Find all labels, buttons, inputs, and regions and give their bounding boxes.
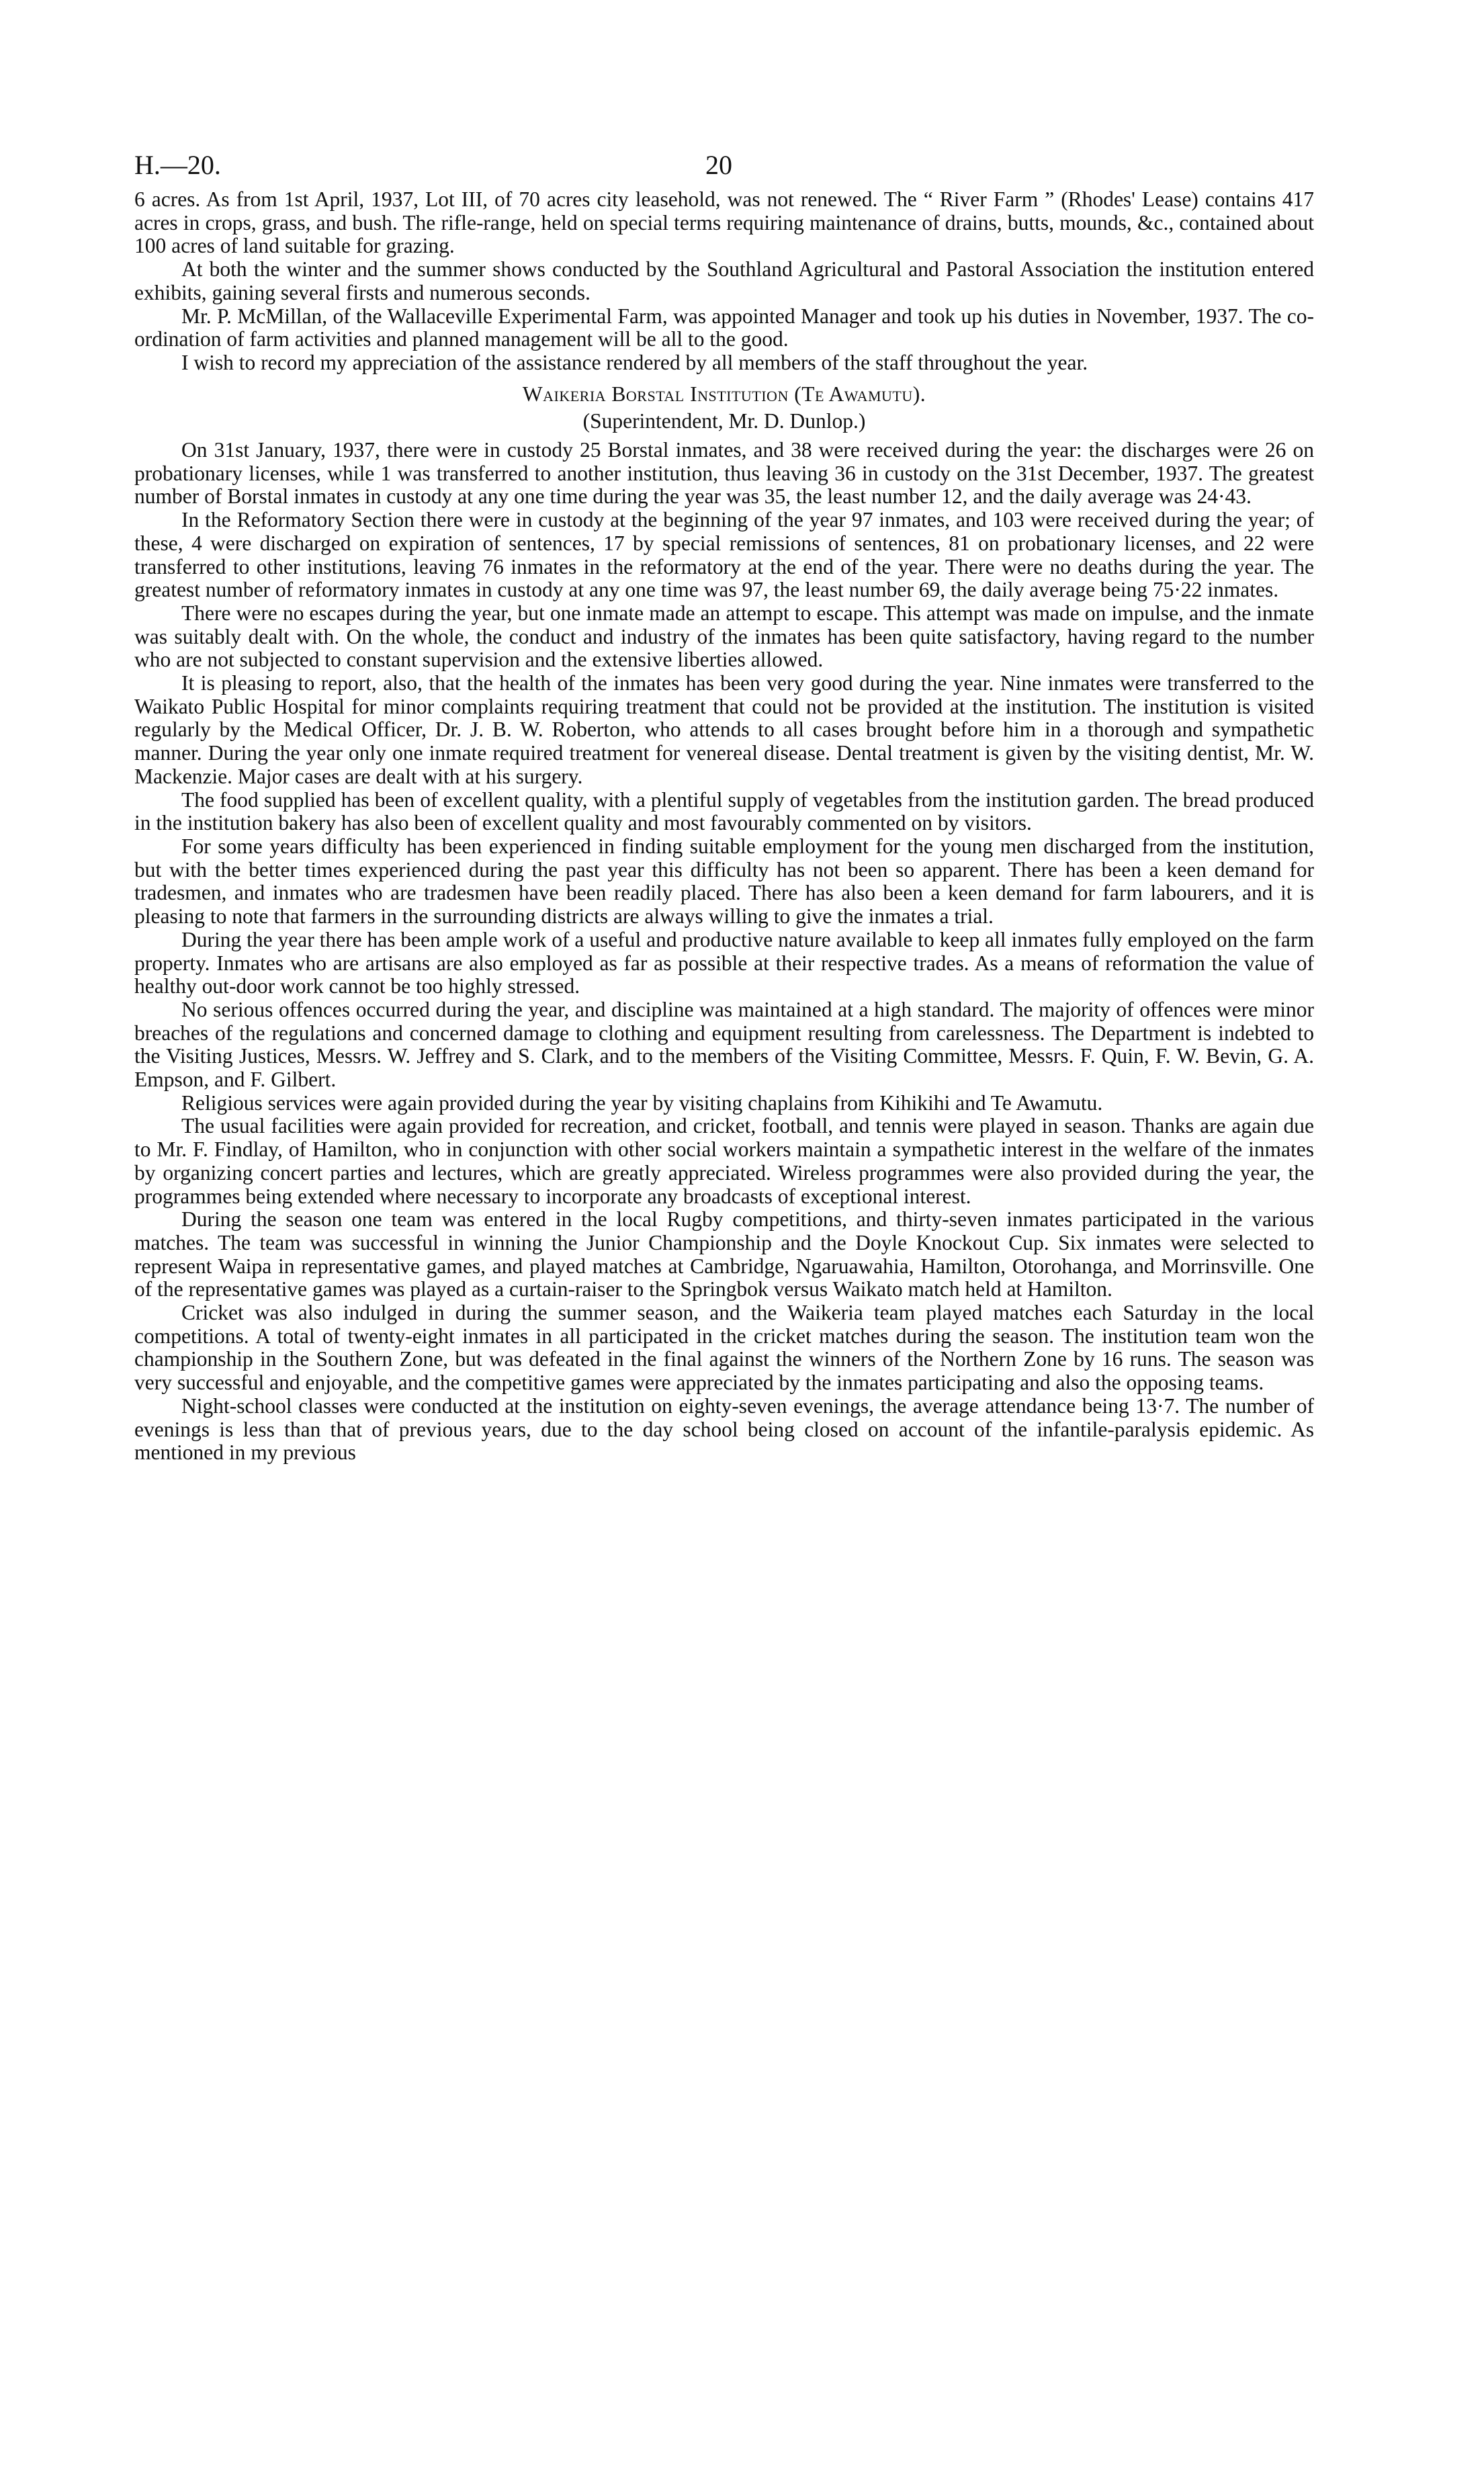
page-number: 20 (705, 150, 732, 180)
paragraph: The usual facilities were again provided for recreation, and cricket, football, and tennis were played in season. Thanks are again due to Mr. F. Findlay, of Hamilton, who in conjunction with other social workers maintain a sympathetic interest in the welfare of the inmates by organizing concert parties and lectures, which are greatly appreciated. Wireless programmes were also provided during the year, the programmes being extended where necessary to incorporate any broadcasts of exceptional interest. (134, 1114, 1314, 1208)
paragraph: During the year there has been ample work of a useful and productive nature available to keep all inmates fully employed on the farm property. Inmates who are artisans are also employed as far as possible at their respective trades. As a means of reformation the value of healthy out-door work cannot be too highly stressed. (134, 927, 1314, 998)
paragraph: The food supplied has been of excellent quality, with a plentiful supply of vegetables from the institution garden. The bread produced in the institution bakery has also been of excellent quality and most favourably commented on by visitors. (134, 787, 1314, 835)
paragraph: At both the winter and the summer shows conducted by the Southland Agricultural and Pastoral Association the institution entered exhibits, gaining several firsts and numerous seconds. (134, 257, 1314, 304)
paragraph: On 31st January, 1937, there were in custody 25 Borstal inmates, and 38 were received during the year: the discharges were 26 on probationary licenses, while 1 was transferred to another institution, thus leaving 36 in custody on the 31st December, 1937. The greatest number of Borstal inmates in custody at any one time during the year was 35, the least number 12, and the daily average was 24·43. (134, 438, 1314, 509)
paragraph: It is pleasing to report, also, that the health of the inmates has been very good during the year. Nine inmates were transferred to the Waikato Public Hospital for minor complaints requiring treatment that could not be provided at the institution. The institution is visited regularly by the Medical Officer, Dr. J. B. W. Roberton, who attends to all cases brought before him in a thorough and sympathetic manner. During the year only one inmate required treatment for venereal disease. Dental treatment is given by the visiting dentist, Mr. W. Mackenzie. Major cases are dealt with at his surgery. (134, 671, 1314, 788)
paragraph: Religious services were again provided during the year by visiting chaplains from Kihikihi and Te Awamutu. (181, 1090, 1103, 1115)
paragraph: I wish to record my appreciation of the assistance rendered by all members of the staff throughout the year. (181, 350, 1088, 374)
paragraph: Mr. P. McMillan, of the Wallaceville Experimental Farm, was appointed Manager and took up his duties in November, 1937. The co-ordination of farm activities and planned management will be all to the good. (134, 304, 1314, 351)
document-reference: H.—20. (134, 150, 221, 180)
section-title: Waikeria Borstal Institution (Te Awamutu). (522, 382, 926, 406)
section-subtitle: (Superintendent, Mr. D. Dunlop.) (582, 409, 866, 433)
paragraph: During the season one team was entered in the local Rugby competitions, and thirty-seven inmates participated in the various matches. The team was successful in winning the Junior Championship and the Doyle Knockout Cup. Six inmates were selected to represent Waipa in representative games, and played matches at Cambridge, Ngaruawahia, Hamilton, Otorohanga, and Morrinsville. One of the representative games was played as a curtain-raiser to the Springbok versus Waikato match held at Hamilton. (134, 1207, 1314, 1301)
paragraph: 6 acres. As from 1st April, 1937, Lot III, of 70 acres city leasehold, was not renewed. The “ River Farm ” (Rhodes' Lease) contains 417 acres in crops, grass, and bush. The rifle-range, held on special terms requiring maintenance of drains, butts, mounds, &c., contained about 100 acres of land suitable for grazing. (134, 187, 1314, 258)
paragraph: Cricket was also indulged in during the summer season, and the Waikeria team played matches each Saturday in the local competitions. A total of twenty-eight inmates in all participated in the cricket matches during the season. The institution team won the championship in the Southern Zone, but was defeated in the final against the winners of the Northern Zone by 16 runs. The season was very successful and enjoyable, and the competitive games were appreciated by the inmates participating and also the opposing teams. (134, 1301, 1314, 1395)
paragraph: No serious offences occurred during the year, and discipline was maintained at a high standard. The majority of offences were minor breaches of the regulations and concerned damage to clothing and equipment resulting from carelessness. The Department is indebted to the Visiting Justices, Messrs. W. Jeffrey and S. Clark, and to the members of the Visiting Committee, Messrs. F. Quin, F. W. Bevin, G. A. Empson, and F. Gilbert. (134, 997, 1314, 1092)
paragraph: Night-school classes were conducted at the institution on eighty-seven evenings, the average attendance being 13·7. The number of evenings is less than that of previous years, due to the day school being closed on account of the infantile-paralysis epidemic. As mentioned in my previous (134, 1393, 1314, 1465)
paragraph: In the Reformatory Section there were in custody at the beginning of the year 97 inmates, and 103 were received during the year; of these, 4 were discharged on expiration of sentences, 17 by special remissions of sentences, 81 on probationary licenses, and 22 were transferred to other institutions, leaving 76 inmates in the reformatory at the end of the year. There were no deaths during the year. The greatest number of reformatory inmates in custody at any one time was 97, the least number 69, the daily average being 75·22 inmates. (134, 508, 1314, 602)
paragraph: For some years difficulty has been experienced in finding suitable employment for the young men discharged from the institution, but with the better times experienced during the past year this difficulty has not been so apparent. There has been a keen demand for tradesmen, and inmates who are tradesmen have been readily placed. There has also been a keen demand for farm labourers, and it is pleasing to note that farmers in the surrounding districts are always willing to give the inmates a trial. (134, 834, 1314, 929)
paragraph: There were no escapes during the year, but one inmate made an attempt to escape. This attempt was made on impulse, and the inmate was suitably dealt with. On the whole, the conduct and industry of the inmates has been quite satisfactory, having regard to the number who are not subjected to constant supervision and the extensive liberties allowed. (134, 601, 1314, 672)
page-body (134, 188, 1314, 1465)
